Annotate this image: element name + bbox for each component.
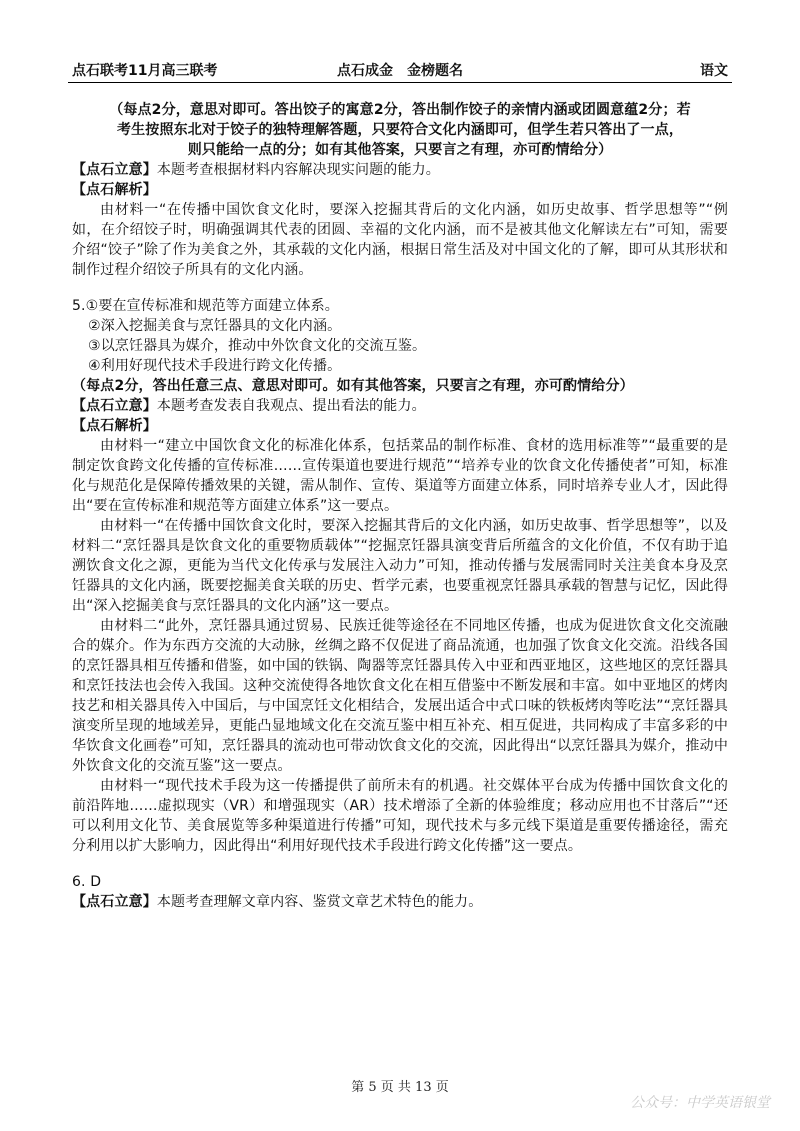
intent-text: 本题考查理解文章内容、鉴赏文章艺术特色的能力。 [156,894,483,910]
q4-analysis-tag: 【点石解析】 [72,182,157,198]
intent-tag: 【点石立意】 [72,398,157,414]
watermark: 公众号：中学英语银堂 [630,1095,770,1111]
q5-analysis-paragraph-2: 由材料一“在传播中国饮食文化时，要深入挖掘其背后的文化内涵，如历史故事、哲学思想等”，以及材料二“烹饪器具是饮食文化的重要物质载体”“挖掘烹饪器具演变背后所蕴含的文化价值，不仅有助于追溯饮食文化之源，更能为当代文化传承与发展注入动力”可知，推动传播与发展需同时关注美食本身及烹饪器具的文化内涵，既要挖掘美食关联的历史、哲学元素，也要重视烹饪器具承载的智慧与记忆，因此得出“深入挖掘美食与烹饪器具的文化内涵”这一要点。 [72,518,728,614]
q4-scoring-line-2: 考生按照东北对于饺子的独特理解答题，只要符合文化内涵即可，但学生若只答出了一点， [117,122,683,138]
q6-intent [72,892,728,912]
q5-intent [72,396,728,416]
q5-analysis-tag: 【点石解析】 [72,418,157,434]
q5-number: 5. [72,298,86,314]
q6-answer: 6. D [72,874,102,890]
q5-point-4: ④利用好现代技术手段进行跨文化传播。 [88,358,342,374]
q5-analysis-paragraph-4: 由材料一“现代技术手段为这一传播提供了前所未有的机遇。社交媒体平台成为传播中国饮食文化的前沿阵地……虚拟现实（VR）和增强现实（AR）技术增添了全新的体验维度；移动应用也不甘落后”“还可以利用文化节、美食展览等多种渠道进行传播”可知，现代技术与多元线下渠道是重要传播途径，需充分利用以扩大影响力，因此得出“利用好现代技术手段进行跨文化传播”这一要点。 [72,778,728,854]
q5-point-1: 5.①要在宣传标准和规范等方面建立体系。 [72,298,339,314]
intent-text: 本题考查发表自我观点、提出看法的能力。 [156,398,426,414]
q5-analysis-paragraph-3: 由材料二“此外，烹饪器具通过贸易、民族迁徙等途径在不同地区传播，也成为促进饮食文化交流融合的媒介。作为东西方交流的大动脉，丝绸之路不仅促进了商品流通，也加强了饮食文化交流。沿线各国的烹饪器具相互传播和借鉴，如中国的铁锅、陶器等烹饪器具传入中亚和西亚地区，这些地区的烹饪器具和烹饪技法也会传入我国。这种交流使得各地饮食文化在相互借鉴中不断发展和丰富。如中亚地区的烤肉技艺和相关器具传入中国后，与中国烹饪文化相结合，发展出适合中式口味的铁板烤肉等吃法”“烹饪器具演变所呈现的地域差异，更能凸显地域文化在交流互鉴中相互补充、相互促进，共同构成了丰富多彩的中华饮食文化画卷”可知，烹饪器具的流动也可带动饮食文化的交流，因此得出“以烹饪器具为媒介，推动中外饮食文化的交流互鉴”这一要点。 [72,618,728,774]
header-slogan: 点石成金 金榜题名 [337,63,463,79]
q5-analysis-paragraph-1: 由材料一“建立中国饮食文化的标准化体系，包括菜品的制作标准、食材的选用标准等”“最重要的是制定饮食跨文化传播的宣传标准……宣传渠道也要进行规范”“培养专业的饮食文化传播使者”可知，标准化与规范化是保障传播效果的关键，需从制作、宣传、渠道等方面建立体系，同时培养专业人才，因此得出“要在宣传标准和规范等方面建立体系”这一要点。 [72,438,728,514]
q6-section [72,872,728,912]
q4-scoring-line-1: （每点2分，意思对即可。答出饺子的寓意2分，答出制作饺子的亲情内涵或团圆意蕴2分；若 [109,102,691,118]
q4-scoring-line-3: 则只能给一点的分；如有其他答案，只要言之有理，亦可酌情给分） [187,142,613,158]
answer-content [72,100,728,912]
header-exam-title: 点石联考11月高三联考 [72,63,218,79]
q4-section [72,100,728,280]
header-subject: 语文 [700,63,728,79]
page-number: 第 5 页 共 13 页 [351,1080,449,1095]
page-header [68,58,732,83]
intent-text: 本题考查根据材料内容解决现实问题的能力。 [156,162,440,178]
intent-tag: 【点石立意】 [72,894,157,910]
q5-point-3: ③以烹饪器具为媒介，推动中外饮食文化的交流互鉴。 [88,338,427,354]
q4-analysis: 由材料一“在传播中国饮食文化时，要深入挖掘其背后的文化内涵，如历史故事、哲学思想等”“例如，在介绍饺子时，明确强调其代表的团圆、幸福的文化内涵，而不是被其他文化解读左右”可知，需要介绍“饺子”除了作为美食之外，其承载的文化内涵，根据日常生活及对中国文化的了解，即可从其形状和制作过程介绍饺子所具有的文化内涵。 [72,202,728,278]
q4-intent [72,160,728,180]
q5-point-2: ②深入挖掘美食与烹饪器具的文化内涵。 [88,318,342,334]
intent-tag: 【点石立意】 [72,162,157,178]
q5-section [72,296,728,856]
q5-scoring: （每点2分，答出任意三点、意思对即可。如有其他答案，只要言之有理，亦可酌情给分） [72,378,634,394]
